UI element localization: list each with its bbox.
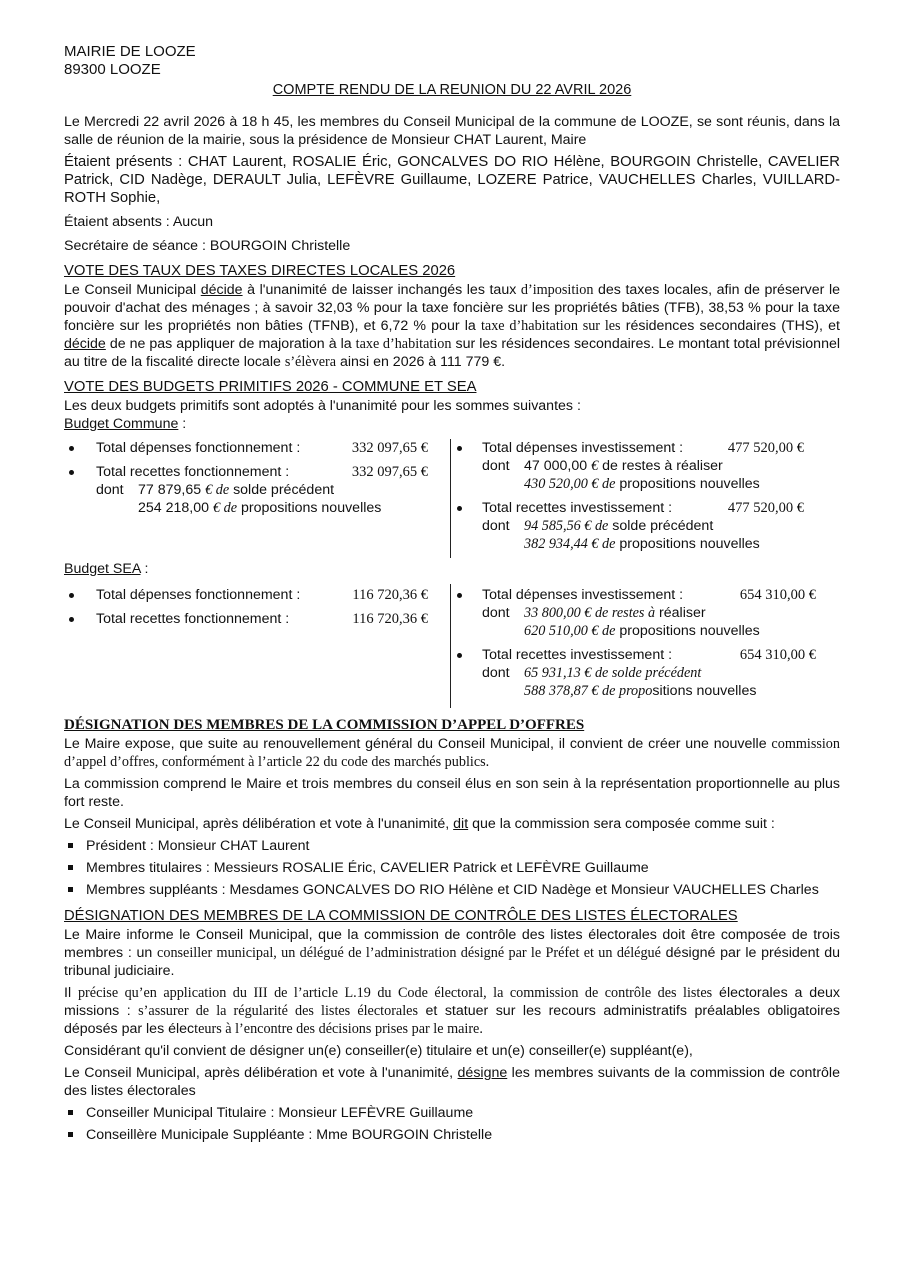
listes-paragraph-3: Considérant qu'il convient de désigner un(e) conseiller(e) titulaire et un(e) conseiller(e) suppléant(e), <box>64 1043 693 1059</box>
commune-rec-inv-detail-2: 382 934,44 € de propositions nouvelles <box>524 536 760 552</box>
list-item: Conseiller Municipal Titulaire : Monsieur LEFÈVRE Guillaume <box>64 1104 840 1122</box>
cao-paragraph-2: La commission comprend le Maire et trois membres du conseil élus en son sein à la représentation proportionnelle au plus fort reste. <box>64 776 840 810</box>
square-bullet-icon <box>68 865 73 870</box>
sea-rec-inv-detail-1: dont 65 931,13 € de solde précédent <box>482 665 702 681</box>
sea-dep-inv-detail-2: 620 510,00 € de propositions nouvelles <box>524 623 760 639</box>
commune-dep-fonct: Total dépenses fonctionnement : 332 097,65 € <box>64 439 450 457</box>
bullet-icon <box>69 617 74 622</box>
list-item: Conseillère Municipale Suppléante : Mme BOURGOIN Christelle <box>64 1126 840 1144</box>
intro-absents: Étaient absents : Aucun <box>64 214 214 230</box>
budget-sea-label: Budget SEA : <box>64 561 149 577</box>
commune-rec-inv-detail-1: dont 94 585,56 € de solde précédent <box>482 518 714 534</box>
sea-dep-inv-detail-1: dont 33 800,00 € de restes à réaliser <box>482 605 706 621</box>
listes-members-list <box>64 1104 840 1144</box>
page-title: COMPTE RENDU DE LA REUNION DU 22 AVRIL 2026 <box>272 82 632 98</box>
commune-rec-fonct-detail-1: dont 77 879,65 € de solde précédent <box>96 482 335 498</box>
mairie-address: 89300 LOOZE <box>64 61 161 78</box>
section-heading-budgets: VOTE DES BUDGETS PRIMITIFS 2026 - COMMUNE ET SEA <box>64 379 477 395</box>
sea-rec-inv: Total recettes investissement : 654 310,00 € <box>450 646 840 664</box>
intro-secretaire: Secrétaire de séance : BOURGOIN Christelle <box>64 238 351 254</box>
commune-dep-inv: Total dépenses investissement : 477 520,00 € <box>450 439 840 457</box>
budgets-intro: Les deux budgets primitifs sont adoptés à l'unanimité pour les sommes suivantes : <box>64 398 581 414</box>
document-page <box>64 42 840 1144</box>
square-bullet-icon <box>68 1132 73 1137</box>
sea-dep-fonct: Total dépenses fonctionnement : 116 720,36 € <box>64 586 450 604</box>
sea-rec-fonct: Total recettes fonctionnement : 116 720,36 € <box>64 610 450 628</box>
section-heading-cao: DÉSIGNATION DES MEMBRES DE LA COMMISSION D’APPEL D’OFFRES <box>64 717 585 733</box>
intro-presents: Étaient présents : CHAT Laurent, ROSALIE Éric, GONCALVES DO RIO Hélène, BOURGOIN Christelle, CAVELIER Patrick, CID Nadège, DERAULT Julia, LEFÈVRE Guillaume, LOZERE Patrice, VAUCHELLES Charles, VUILLARD-ROTH Sophie, <box>64 154 840 206</box>
commune-rec-fonct: Total recettes fonctionnement : 332 097,65 € <box>64 463 450 481</box>
bullet-icon <box>69 593 74 598</box>
budget-sea-block <box>64 582 840 708</box>
sea-rec-inv-detail-2: 588 378,87 € de propositions nouvelles <box>524 683 757 699</box>
cao-members-list <box>64 837 840 899</box>
commune-rec-inv: Total recettes investissement : 477 520,00 € <box>450 499 840 517</box>
budget-commune-label: Budget Commune : <box>64 416 187 432</box>
mairie-name: MAIRIE DE LOOZE <box>64 43 196 60</box>
listes-paragraph-2: Il précise qu’en application du III de l’article L.19 du Code électoral, la commission de contrôle des listes électorales a deux missions : s’assurer de la régularité des listes électorales et statuer sur les recours administratifs préalables obligatoires déposés par les électeurs à l’encontre des décisions prises par le maire. <box>64 985 841 1037</box>
section-heading-listes: DÉSIGNATION DES MEMBRES DE LA COMMISSION DE CONTRÔLE DES LISTES ÉLECTORALES <box>64 908 738 924</box>
bullet-icon <box>457 653 462 658</box>
commune-dep-inv-detail-1: dont 47 000,00 € de restes à réaliser <box>482 458 723 474</box>
section-heading-taux: VOTE DES TAUX DES TAXES DIRECTES LOCALES 2026 <box>64 263 456 279</box>
bullet-icon <box>457 593 462 598</box>
sea-dep-inv: Total dépenses investissement : 654 310,00 € <box>450 586 840 604</box>
listes-paragraph-4: Le Conseil Municipal, après délibération et vote à l'unanimité, désigne les membres suivants de la commission de contrôle des listes électorales <box>64 1065 840 1099</box>
square-bullet-icon <box>68 843 73 848</box>
cao-paragraph-3: Le Conseil Municipal, après délibération et vote à l'unanimité, dit que la commission sera composée comme suit : <box>64 816 775 832</box>
bullet-icon <box>69 470 74 475</box>
taux-paragraph: Le Conseil Municipal décide à l'unanimité de laisser inchangés les taux d’imposition des taxes locales, afin de préserver le pouvoir d'achat des ménages ; à savoir 32,03 % pour la taxe foncière sur les propriétés bâties (TFB), 38,53 % pour la taxe foncière sur les propriétés non bâties (TFNB), et 6,72 % pour la taxe d’habitation sur les résidences secondaires (THS), et décide de ne pas appliquer de majoration à la taxe d’habitation sur les résidences secondaires. Le montant total prévisionnel au titre de la fiscalité directe locale s’élèvera ainsi en 2026 à 111 779 €. <box>64 282 840 370</box>
bullet-icon <box>69 446 74 451</box>
listes-paragraph-1: Le Maire informe le Conseil Municipal, que la commission de contrôle des listes électorales doit être composée de trois membres : un conseiller municipal, un délégué de l’administration désigné par le Préfet et un délégué désigné par le président du tribunal judiciaire. <box>64 927 840 979</box>
commune-dep-inv-detail-2: 430 520,00 € de propositions nouvelles <box>524 476 760 492</box>
square-bullet-icon <box>68 1110 73 1115</box>
list-item: Membres suppléants : Mesdames GONCALVES DO RIO Hélène et CID Nadège et Monsieur VAUCHELLES Charles <box>64 881 840 899</box>
intro-opening: Le Mercredi 22 avril 2026 à 18 h 45, les membres du Conseil Municipal de la commune de LOOZE, se sont réunis, dans la salle de réunion de la mairie, sous la présidence de Monsieur CHAT Laurent, Maire <box>64 114 840 148</box>
list-item: Président : Monsieur CHAT Laurent <box>64 837 840 855</box>
bullet-icon <box>457 506 462 511</box>
list-item: Membres titulaires : Messieurs ROSALIE Éric, CAVELIER Patrick et LEFÈVRE Guillaume <box>64 859 840 877</box>
commune-rec-fonct-detail-2: 254 218,00 € de propositions nouvelles <box>138 500 382 516</box>
cao-paragraph-1: Le Maire expose, que suite au renouvellement général du Conseil Municipal, il convient de créer une nouvelle commission d’appel d’offres, conformément à l’article 22 du code des marchés publics. <box>64 736 840 770</box>
budget-commune-block <box>64 437 840 558</box>
square-bullet-icon <box>68 887 73 892</box>
bullet-icon <box>457 446 462 451</box>
